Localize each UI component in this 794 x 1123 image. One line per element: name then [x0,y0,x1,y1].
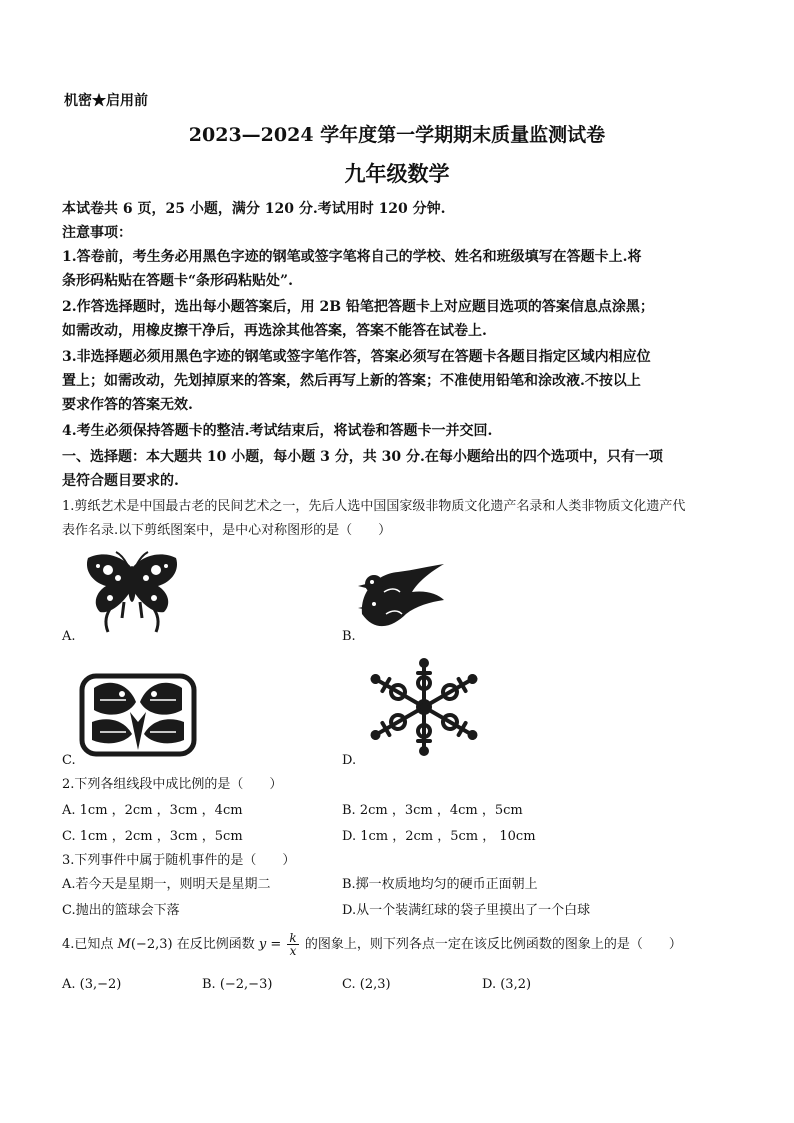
q4-option-d: D. (3,2) [482,977,532,992]
q4-numerator: k [289,931,297,945]
note-line: 条形码粘贴在答题卡“条形码粘贴处”. [62,273,293,289]
q4-option-b: B. (−2,−3) [202,977,273,992]
q3-stem: 3.下列事件中属于随机事件的是（ ） [62,853,296,868]
q2-option-d: D. 1cm ，2cm ，5cm ， 10cm [342,829,536,844]
note-line: 3.非选择题必须用黑色字迹的钢笔或签字笔作答，答案必须写在答题卡各题目指定区域内相应位 [62,349,651,365]
swallows-papercut-icon [354,562,446,638]
q3-option-a: A.若今天是星期一，则明天是星期二 [62,877,271,892]
butterfly-papercut-icon [82,548,182,634]
q4-denominator: x [289,944,297,958]
note-line: 4.考生必须保持答题卡的整洁.考试结束后，将试卷和答题卡一并交回. [62,423,493,439]
q4-stem [62,932,682,957]
section-heading-cont: 是符合题目要求的. [62,473,179,489]
snowflake-papercut-icon [362,658,486,756]
q1-option-a-label: A. [62,629,76,644]
q1-stem-line1: 1.剪纸艺术是中国最古老的民间艺术之一，先后人选中国国家级非物质文化遗产名录和人类非物质文化遗产代 [62,499,686,514]
note-line: 置上；如需改动，先划掉原来的答案，然后再写上新的答案；不准使用铅笔和涂改液.不按以上 [62,373,641,389]
exam-subtitle: 九年级数学 [344,161,450,186]
note-line: 2.作答选择题时，选出每小题答案后，用 2B 铅笔把答题卡上对应题目选项的答案信息点涂黑； [62,299,654,315]
q1-option-c-label: C. [62,753,76,768]
q1-option-d-label: D. [342,753,357,768]
q4-option-c: C. (2,3) [342,977,391,992]
q4-coords: (−2,3) [130,937,173,952]
q3-option-d: D.从一个装满红球的袋子里摸出了一个白球 [342,903,591,918]
q3-option-c: C.抛出的篮球会下落 [62,903,180,918]
q1-stem-line2: 表作名录.以下剪纸图案中，是中心对称图形的是（ ） [62,523,392,538]
fish-papercut-icon [78,672,198,758]
q4-point: M [117,937,131,952]
note-line: 要求作答的答案无效. [62,397,193,413]
q4-prefix: 4.已知点 [62,937,114,952]
q4-func: y = [258,937,282,952]
q3-option-b: B.掷一枚质地均匀的硬币正面朝上 [342,877,538,892]
q4-suffix: 的图象上，则下列各点一定在该反比例函数的图象上的是（ ） [304,937,682,952]
q4-option-a: A. (3,−2) [62,977,122,992]
confidential-mark: 机密★启用前 [64,93,148,109]
q1-option-b-label: B. [342,629,356,644]
q2-option-a: A. 1cm ，2cm ，3cm ，4cm [62,803,243,818]
exam-title: 2023—2024 学年度第一学期期末质量监测试卷 [188,124,606,146]
q4-fraction [287,932,298,957]
q2-option-c: C. 1cm ，2cm ，3cm ，5cm [62,829,243,844]
section-heading: 一、选择题：本大题共 10 小题，每小题 3 分，共 30 分.在每小题给出的四个选项中，只有一项 [62,449,663,465]
exam-intro: 本试卷共 6 页，25 小题，满分 120 分.考试用时 120 分钟. [62,201,446,217]
q4-mid: 在反比例函数 [176,937,255,952]
note-line: 如需改动，用橡皮擦干净后，再选涂其他答案，答案不能答在试卷上. [62,323,487,339]
q2-stem: 2.下列各组线段中成比例的是（ ） [62,777,283,792]
notes-heading: 注意事项： [62,225,132,241]
note-line: 1.答卷前，考生务必用黑色字迹的钢笔或签字笔将自己的学校、姓名和班级填写在答题卡上.将 [62,249,642,265]
q2-option-b: B. 2cm ，3cm ，4cm ，5cm [342,803,523,818]
